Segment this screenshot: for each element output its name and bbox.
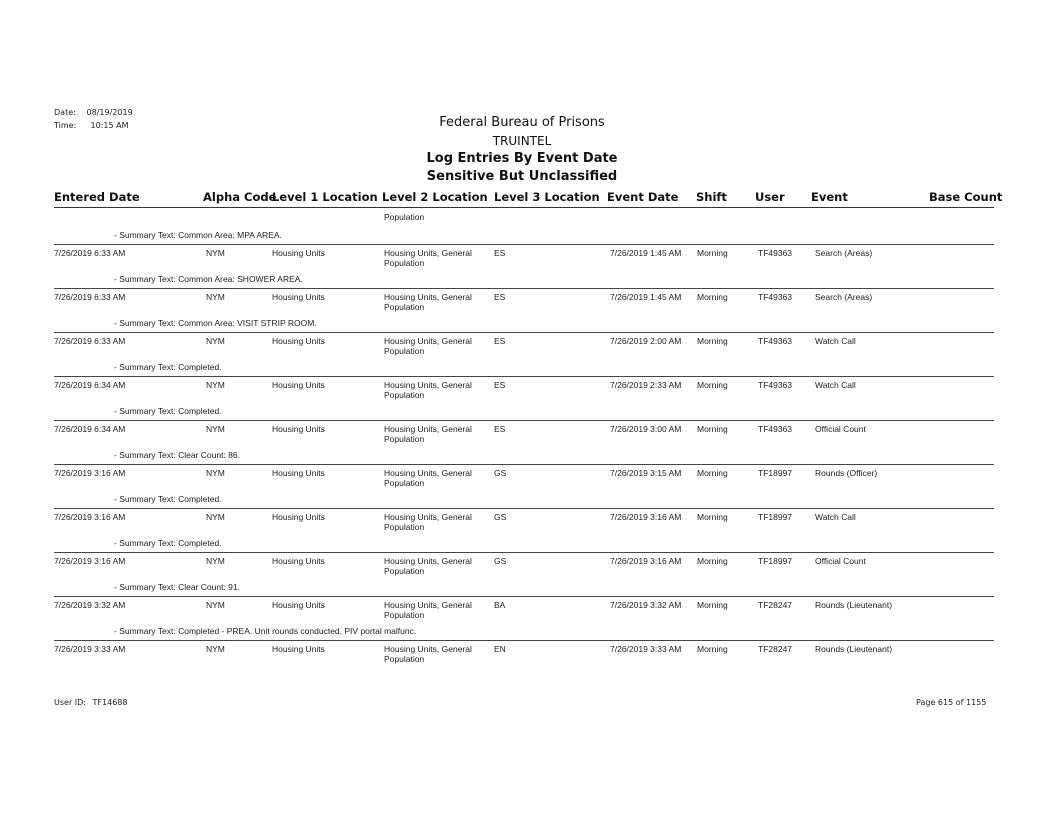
header-rule xyxy=(54,207,994,208)
footer-page-number: Page 615 of 1155 xyxy=(916,698,987,707)
row-entered-date: 7/26/2019 3:16 AM xyxy=(54,468,126,478)
row-separator xyxy=(54,332,994,333)
user-id-value: TF14688 xyxy=(92,698,128,707)
row-entered-date: 7/26/2019 3:16 AM xyxy=(54,512,126,522)
row-event: Search (Areas) xyxy=(815,292,873,302)
row-user: TF49363 xyxy=(758,380,793,390)
row-level1-location: Housing Units xyxy=(272,644,325,654)
row-user: TF18997 xyxy=(758,468,793,478)
row-separator xyxy=(54,640,994,641)
row-summary-text: - Summary Text: Completed. xyxy=(114,362,222,372)
row-entered-date: 7/26/2019 3:33 AM xyxy=(54,644,126,654)
date-label: Date: xyxy=(54,108,76,117)
row-level3-location: GS xyxy=(494,468,507,478)
row-level1-location: Housing Units xyxy=(272,512,325,522)
date-value: 08/19/2019 xyxy=(86,108,133,117)
row-level3-location: BA xyxy=(494,600,506,610)
row-level1-location: Housing Units xyxy=(272,336,325,346)
row-shift: Morning xyxy=(697,380,728,390)
row-level3-location: GS xyxy=(494,512,507,522)
row-level3-location: ES xyxy=(494,292,506,302)
row-level3-location: GS xyxy=(494,556,507,566)
col-event-date: Event Date xyxy=(607,190,679,204)
row-shift: Morning xyxy=(697,292,728,302)
row-level2-location: Housing Units, General Population xyxy=(384,380,472,400)
col-level2-location: Level 2 Location xyxy=(382,190,488,204)
row-entered-date: 7/26/2019 6:34 AM xyxy=(54,424,126,434)
col-event: Event xyxy=(811,190,848,204)
row-event: Watch Call xyxy=(815,380,856,390)
row-level1-location: Housing Units xyxy=(272,248,325,258)
row-level3-location: ES xyxy=(494,248,506,258)
row-event-date: 7/26/2019 2:33 AM xyxy=(610,380,682,390)
title-report: Log Entries By Event Date xyxy=(426,151,618,166)
row-alpha-code: NYM xyxy=(206,248,225,258)
row-event-date: 7/26/2019 3:00 AM xyxy=(610,424,682,434)
col-level1-location: Level 1 Location xyxy=(272,190,378,204)
row-user: TF28247 xyxy=(758,644,793,654)
row-separator xyxy=(54,596,994,597)
row-user: TF18997 xyxy=(758,556,793,566)
row-alpha-code: NYM xyxy=(206,292,225,302)
row-level2-location: Housing Units, General Population xyxy=(384,292,472,312)
row-event: Official Count xyxy=(815,556,866,566)
row-event: Watch Call xyxy=(815,512,856,522)
row-alpha-code: NYM xyxy=(206,468,225,478)
row-level3-location: ES xyxy=(494,336,506,346)
row-event-date: 7/26/2019 3:16 AM xyxy=(610,512,682,522)
row-entered-date: 7/26/2019 6:34 AM xyxy=(54,380,126,390)
row-level3-location: ES xyxy=(494,424,506,434)
row-shift: Morning xyxy=(697,600,728,610)
row-event-date: 7/26/2019 1:45 AM xyxy=(610,248,682,258)
row-event: Watch Call xyxy=(815,336,856,346)
row-level1-location: Housing Units xyxy=(272,556,325,566)
row-level3-location: ES xyxy=(494,380,506,390)
title-agency: Federal Bureau of Prisons xyxy=(439,115,605,130)
row-entered-date: 7/26/2019 6:33 AM xyxy=(54,336,126,346)
row-shift: Morning xyxy=(697,556,728,566)
row-user: TF49363 xyxy=(758,336,793,346)
row-event: Official Count xyxy=(815,424,866,434)
row-level2-location: Housing Units, General Population xyxy=(384,424,472,444)
col-level3-location: Level 3 Location xyxy=(494,190,600,204)
row-separator xyxy=(54,464,994,465)
row-level2-location: Housing Units, General Population xyxy=(384,600,472,620)
row-summary-text: - Summary Text: Clear Count: 91. xyxy=(114,582,240,592)
row-level1-location: Housing Units xyxy=(272,468,325,478)
row-event-date: 7/26/2019 3:33 AM xyxy=(610,644,682,654)
row-alpha-code: NYM xyxy=(206,600,225,610)
row-event: Rounds (Lieutenant) xyxy=(815,600,893,610)
title-system: TRUINTEL xyxy=(492,134,552,148)
carryover-level2: Population xyxy=(384,212,425,222)
row-user: TF28247 xyxy=(758,600,793,610)
row-event-date: 7/26/2019 3:32 AM xyxy=(610,600,682,610)
row-event: Search (Areas) xyxy=(815,248,873,258)
row-level1-location: Housing Units xyxy=(272,424,325,434)
row-alpha-code: NYM xyxy=(206,556,225,566)
row-alpha-code: NYM xyxy=(206,424,225,434)
row-alpha-code: NYM xyxy=(206,512,225,522)
carryover-summary: - Summary Text: Common Area: MPA AREA. xyxy=(114,230,282,240)
time-value: 10:15 AM xyxy=(90,121,129,130)
row-level2-location: Housing Units, General Population xyxy=(384,468,472,488)
row-user: TF49363 xyxy=(758,248,793,258)
row-separator xyxy=(54,288,994,289)
row-shift: Morning xyxy=(697,512,728,522)
row-entered-date: 7/26/2019 6:33 AM xyxy=(54,248,126,258)
row-summary-text: - Summary Text: Clear Count: 86. xyxy=(114,450,240,460)
row-shift: Morning xyxy=(697,424,728,434)
row-level1-location: Housing Units xyxy=(272,600,325,610)
row-event-date: 7/26/2019 3:16 AM xyxy=(610,556,682,566)
row-summary-text: - Summary Text: Completed - PREA. Unit rounds conducted. PIV portal malfunc. xyxy=(114,626,417,636)
row-event: Rounds (Officer) xyxy=(815,468,878,478)
row-level2-location: Housing Units, General Population xyxy=(384,556,472,576)
report-date xyxy=(54,108,133,117)
row-summary-text: - Summary Text: Completed. xyxy=(114,494,222,504)
row-alpha-code: NYM xyxy=(206,644,225,654)
row-alpha-code: NYM xyxy=(206,380,225,390)
row-entered-date: 7/26/2019 6:33 AM xyxy=(54,292,126,302)
row-level2-location: Housing Units, General Population xyxy=(384,512,472,532)
row-level1-location: Housing Units xyxy=(272,380,325,390)
row-separator xyxy=(54,244,994,245)
row-level2-location: Housing Units, General Population xyxy=(384,248,472,268)
row-entered-date: 7/26/2019 3:16 AM xyxy=(54,556,126,566)
col-entered-date: Entered Date xyxy=(54,190,140,204)
row-event: Rounds (Lieutenant) xyxy=(815,644,893,654)
row-shift: Morning xyxy=(697,644,728,654)
title-classification: Sensitive But Unclassified xyxy=(426,169,618,184)
col-shift: Shift xyxy=(696,190,727,204)
row-separator xyxy=(54,420,994,421)
row-shift: Morning xyxy=(697,336,728,346)
footer-user-id xyxy=(54,698,127,707)
report-time xyxy=(54,121,129,130)
row-separator xyxy=(54,508,994,509)
time-label: Time: xyxy=(54,121,77,130)
row-shift: Morning xyxy=(697,248,728,258)
col-alpha-code: Alpha Code xyxy=(203,190,277,204)
row-entered-date: 7/26/2019 3:32 AM xyxy=(54,600,126,610)
row-alpha-code: NYM xyxy=(206,336,225,346)
row-event-date: 7/26/2019 1:45 AM xyxy=(610,292,682,302)
row-summary-text: - Summary Text: Common Area: SHOWER AREA. xyxy=(114,274,303,284)
row-summary-text: - Summary Text: Common Area: VISIT STRIP ROOM. xyxy=(114,318,317,328)
row-shift: Morning xyxy=(697,468,728,478)
row-level3-location: EN xyxy=(494,644,506,654)
col-base-count: Base Count xyxy=(929,190,1003,204)
row-user: TF18997 xyxy=(758,512,793,522)
row-event-date: 7/26/2019 2:00 AM xyxy=(610,336,682,346)
row-separator xyxy=(54,376,994,377)
row-summary-text: - Summary Text: Completed. xyxy=(114,538,222,548)
row-level1-location: Housing Units xyxy=(272,292,325,302)
row-level2-location: Housing Units, General Population xyxy=(384,336,472,356)
row-separator xyxy=(54,552,994,553)
col-user: User xyxy=(755,190,785,204)
row-event-date: 7/26/2019 3:15 AM xyxy=(610,468,682,478)
row-user: TF49363 xyxy=(758,424,793,434)
row-summary-text: - Summary Text: Completed. xyxy=(114,406,222,416)
row-level2-location: Housing Units, General Population xyxy=(384,644,472,664)
row-user: TF49363 xyxy=(758,292,793,302)
user-id-label: User ID: xyxy=(54,698,86,707)
